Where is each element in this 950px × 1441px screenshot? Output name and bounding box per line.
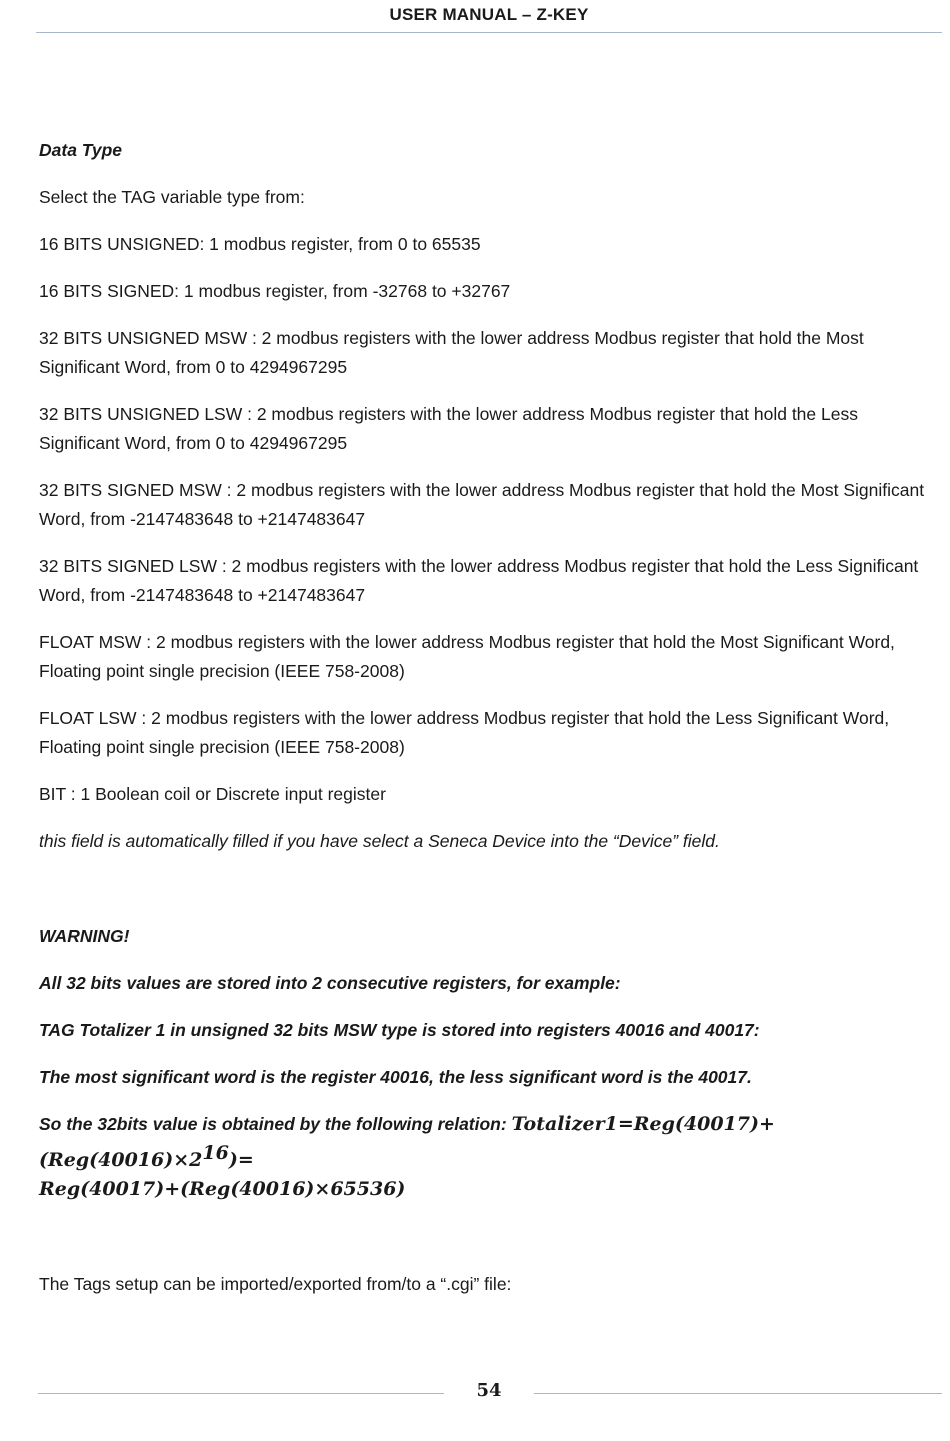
section-heading: Data Type	[39, 140, 122, 160]
page-content	[39, 136, 934, 1299]
formula-part-2: )=	[228, 1148, 254, 1171]
warning-title: WARNING!	[39, 926, 130, 946]
warning-line-4	[39, 1110, 934, 1204]
type-float-lsw: FLOAT LSW : 2 modbus registers with the lower address Modbus register that hold the Less Significant Word, Floating point single precision (IEEE 758-2008)	[39, 708, 890, 757]
type-32-unsigned-msw: 32 BITS UNSIGNED MSW : 2 modbus registers with the lower address Modbus register that hold the Most Significant Word, from 0 to 4294967295	[39, 328, 864, 377]
type-16-unsigned: 16 BITS UNSIGNED: 1 modbus register, from 0 to 65535	[39, 234, 481, 254]
device-note: this field is automatically filled if you have select a Seneca Device into the “Device” field.	[39, 831, 720, 851]
page-number: 54	[476, 1380, 502, 1401]
formula-part-1: Totalizer1=Reg(40017)+(Reg(40016)×2	[39, 1113, 775, 1171]
warning-line-2: TAG Totalizer 1 in unsigned 32 bits MSW type is stored into registers 40016 and 40017:	[39, 1020, 760, 1040]
formula-exponent: 16	[202, 1142, 229, 1164]
intro-text: Select the TAG variable type from:	[39, 187, 305, 207]
page-header	[36, 0, 942, 33]
type-float-msw: FLOAT MSW : 2 modbus registers with the lower address Modbus register that hold the Most Significant Word, Floating point single precision (IEEE 758-2008)	[39, 632, 895, 681]
closing-text: The Tags setup can be imported/exported from/to a “.cgi” file:	[39, 1273, 512, 1294]
type-32-signed-msw: 32 BITS SIGNED MSW : 2 modbus registers with the lower address Modbus register that hold the Most Significant Word, from -2147483648 to +2147483647	[39, 480, 925, 529]
type-bit: BIT : 1 Boolean coil or Discrete input register	[39, 784, 386, 804]
page-footer	[38, 1380, 942, 1410]
footer-rule-left	[38, 1393, 444, 1394]
footer-rule-right	[534, 1393, 942, 1394]
relation-text: So the 32bits value is obtained by the following relation:	[39, 1114, 512, 1134]
type-32-signed-lsw: 32 BITS SIGNED LSW : 2 modbus registers with the lower address Modbus register that hold the Less Significant Word, from -2147483648 to +2147483647	[39, 556, 919, 605]
formula-line-2: Reg(40017)+(Reg(40016)×65536)	[39, 1177, 406, 1200]
type-16-signed: 16 BITS SIGNED: 1 modbus register, from -32768 to +32767	[39, 281, 511, 301]
warning-line-1: All 32 bits values are stored into 2 consecutive registers, for example:	[39, 973, 621, 993]
header-title: USER MANUAL – Z-KEY	[389, 5, 589, 24]
type-32-unsigned-lsw: 32 BITS UNSIGNED LSW : 2 modbus registers with the lower address Modbus register that hold the Less Significant Word, from 0 to 4294967295	[39, 404, 858, 453]
warning-line-3: The most significant word is the register 40016, the less significant word is the 40017.	[39, 1067, 752, 1087]
